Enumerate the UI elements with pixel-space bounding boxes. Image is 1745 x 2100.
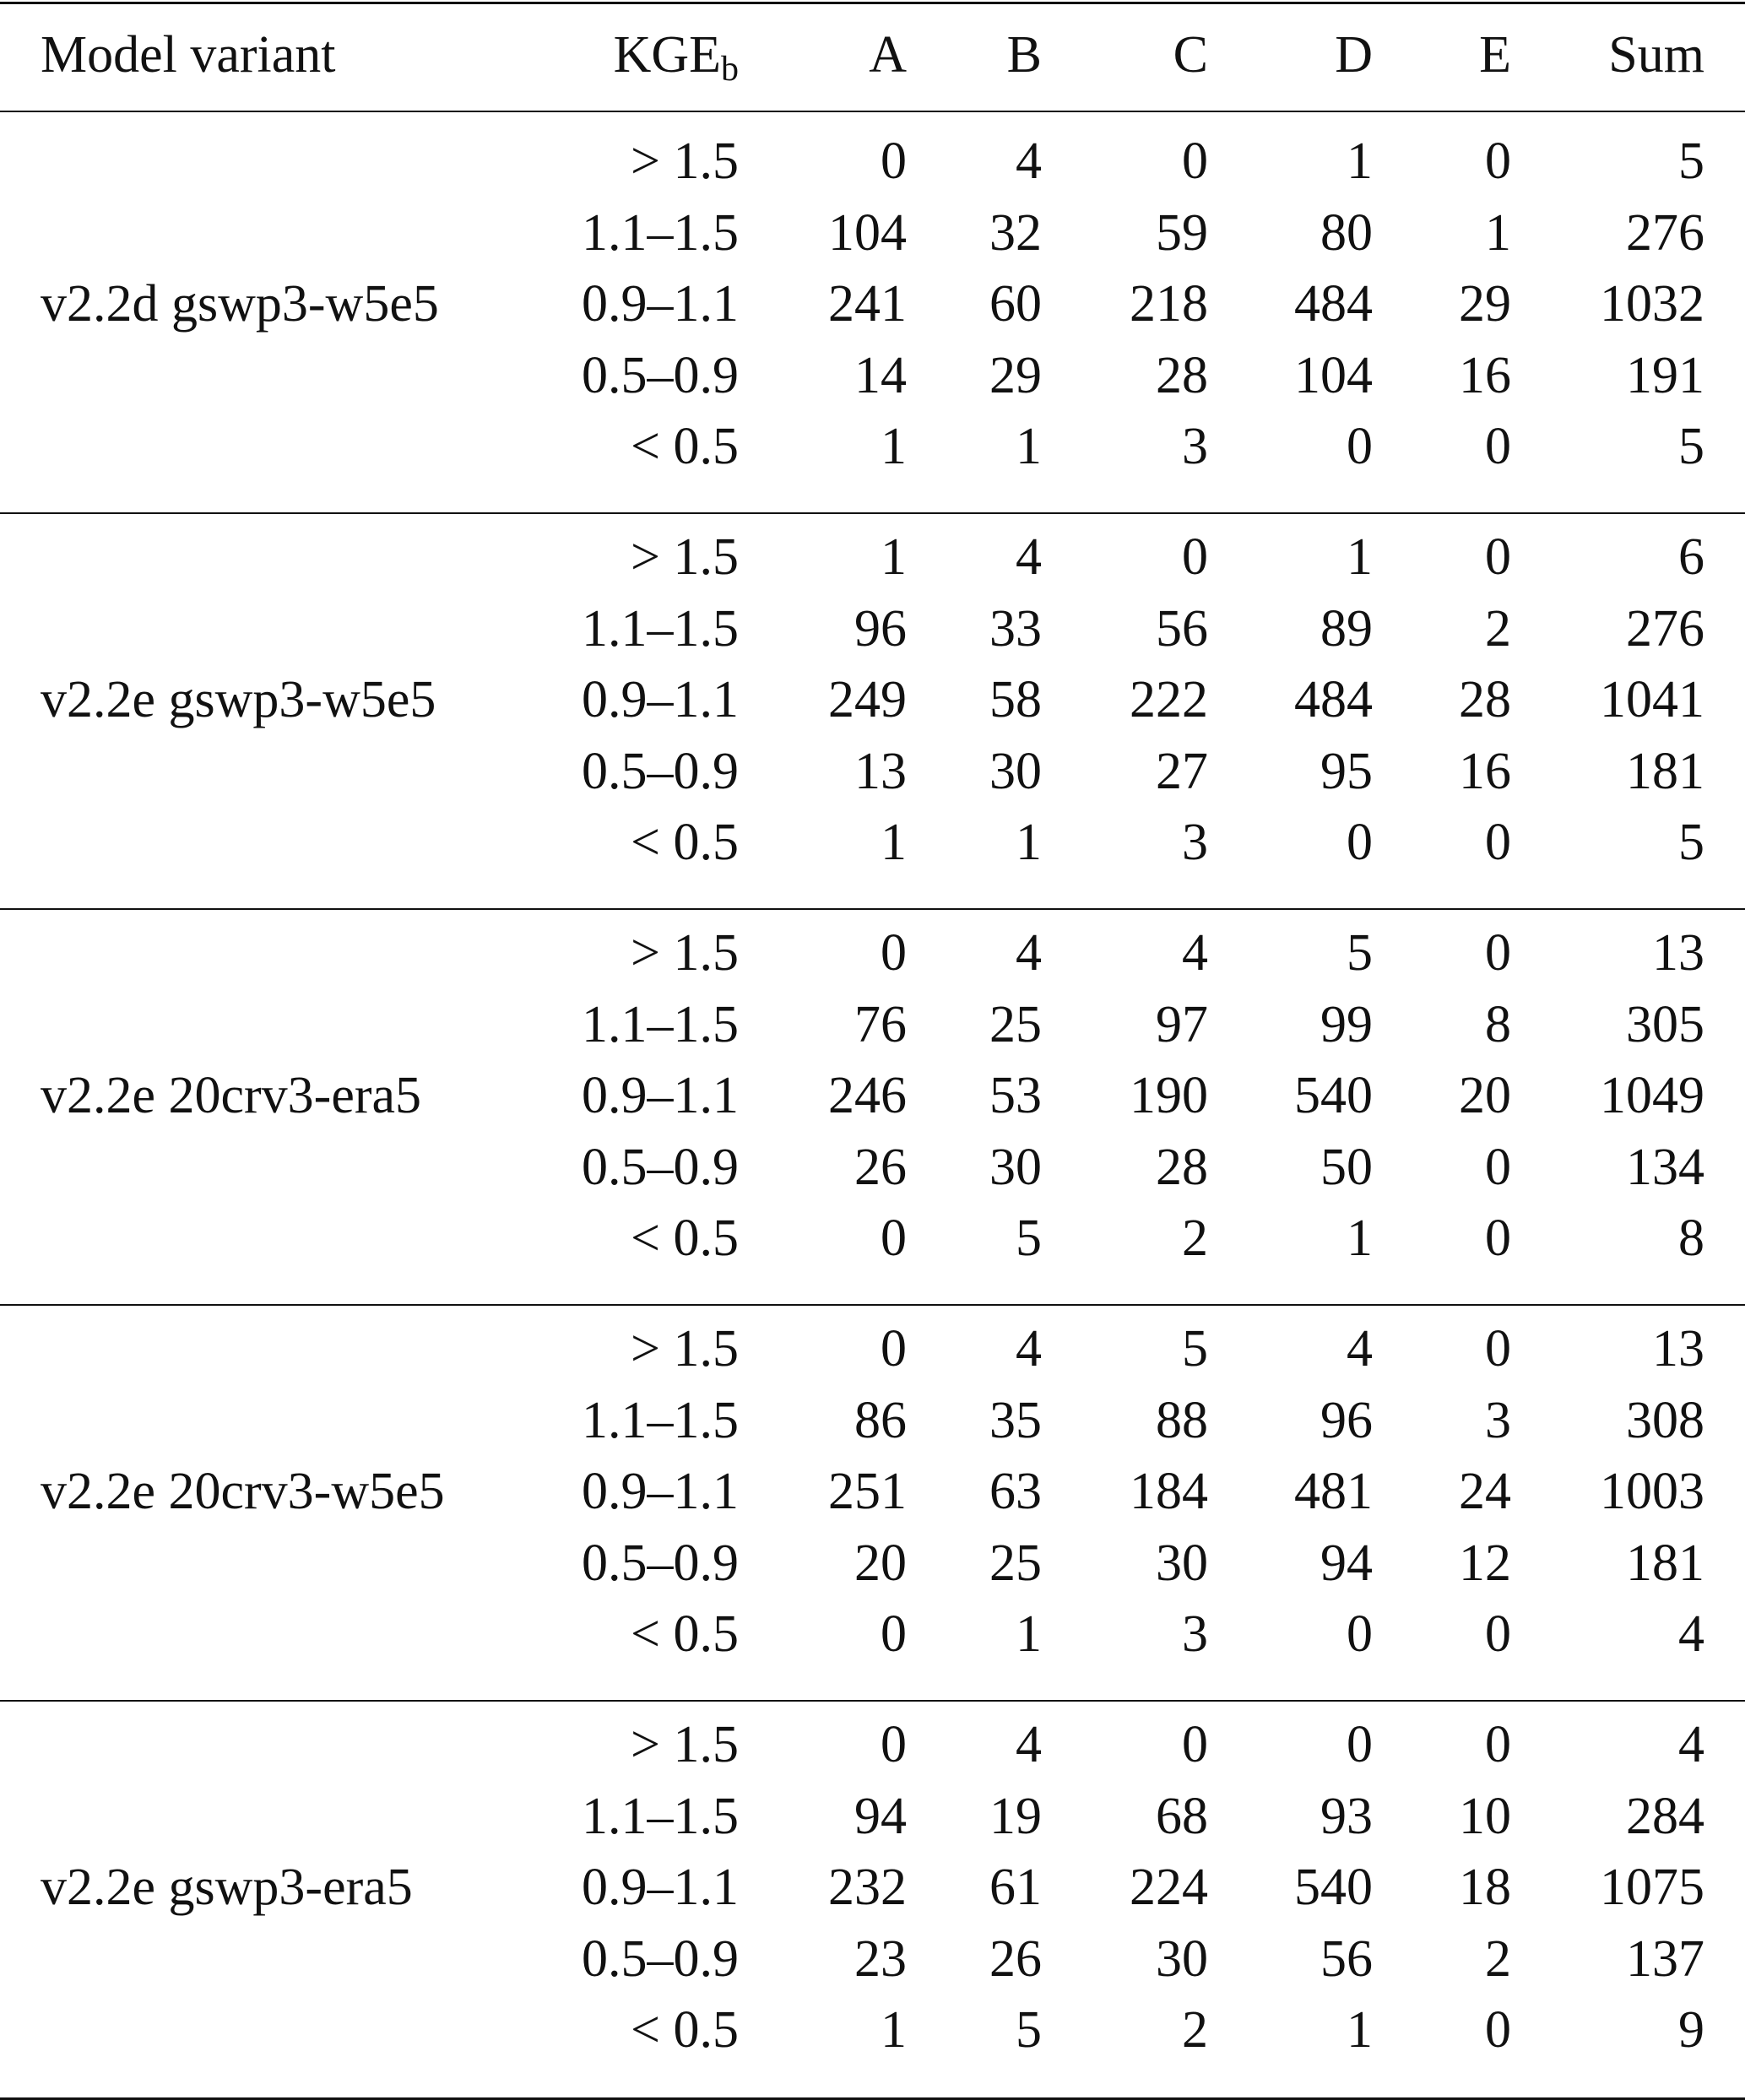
kge-range-cell: < 0.5 — [631, 1605, 739, 1663]
value-cell-sum: 134 — [1626, 1138, 1704, 1196]
value-cell-c: 0 — [1182, 1716, 1208, 1773]
kge-range-cell: < 0.5 — [631, 2001, 739, 2059]
value-cell-e: 0 — [1485, 1320, 1511, 1377]
value-cell-d: 96 — [1320, 1391, 1373, 1449]
value-cell-c: 27 — [1156, 742, 1208, 800]
value-cell-e: 2 — [1485, 599, 1511, 658]
value-cell-a: 1 — [881, 528, 907, 586]
value-cell-sum: 181 — [1626, 1534, 1704, 1592]
kge-range-cell: 1.1–1.5 — [582, 1787, 739, 1845]
value-cell-sum: 1032 — [1600, 275, 1704, 333]
value-cell-d: 1 — [1347, 528, 1373, 586]
kge-range-cell: 0.5–0.9 — [582, 742, 739, 800]
model-variant-label: v2.2e gswp3-w5e5 — [41, 671, 436, 728]
value-cell-c: 28 — [1156, 1138, 1208, 1196]
value-cell-e: 2 — [1485, 1930, 1511, 1988]
value-cell-d: 540 — [1294, 1859, 1373, 1916]
kge-range-cell: 0.5–0.9 — [582, 1930, 739, 1988]
value-cell-b: 35 — [989, 1391, 1042, 1449]
header-rule — [0, 111, 1745, 112]
value-cell-d: 50 — [1320, 1138, 1373, 1196]
header-kge-subscript: b — [721, 50, 739, 89]
header-kge — [613, 26, 739, 89]
header-col-a: A — [869, 26, 907, 84]
value-cell-d: 540 — [1294, 1067, 1373, 1124]
value-cell-d: 93 — [1320, 1787, 1373, 1845]
value-cell-d: 56 — [1320, 1930, 1373, 1988]
value-cell-e: 28 — [1459, 671, 1511, 728]
kge-range-cell: 1.1–1.5 — [582, 599, 739, 658]
value-cell-c: 68 — [1156, 1787, 1208, 1845]
value-cell-a: 104 — [828, 203, 907, 262]
value-cell-a: 0 — [881, 1320, 907, 1377]
value-cell-c: 184 — [1130, 1463, 1208, 1520]
value-cell-a: 96 — [854, 599, 907, 658]
kge-range-cell: > 1.5 — [631, 133, 739, 190]
value-cell-e: 12 — [1459, 1534, 1511, 1592]
value-cell-sum: 276 — [1626, 599, 1704, 658]
value-cell-a: 0 — [881, 1716, 907, 1773]
value-cell-b: 53 — [989, 1067, 1042, 1124]
header-col-c: C — [1173, 26, 1208, 84]
group-separator-rule — [0, 1304, 1745, 1306]
value-cell-b: 29 — [989, 346, 1042, 404]
value-cell-c: 4 — [1182, 924, 1208, 982]
value-cell-b: 25 — [989, 995, 1042, 1053]
value-cell-d: 0 — [1347, 418, 1373, 475]
group-separator-rule — [0, 908, 1745, 910]
value-cell-a: 232 — [828, 1859, 907, 1916]
value-cell-a: 0 — [881, 1210, 907, 1267]
value-cell-a: 249 — [828, 671, 907, 728]
value-cell-d: 0 — [1347, 1716, 1373, 1773]
model-variant-label: v2.2d gswp3-w5e5 — [41, 275, 439, 333]
value-cell-a: 251 — [828, 1463, 907, 1520]
value-cell-sum: 305 — [1626, 995, 1704, 1053]
value-cell-sum: 5 — [1678, 814, 1704, 871]
model-variant-label: v2.2e 20crv3-era5 — [41, 1067, 422, 1124]
value-cell-d: 89 — [1320, 599, 1373, 658]
value-cell-a: 246 — [828, 1067, 907, 1124]
value-cell-c: 3 — [1182, 418, 1208, 475]
value-cell-d: 104 — [1294, 346, 1373, 404]
value-cell-a: 241 — [828, 275, 907, 333]
value-cell-b: 58 — [989, 671, 1042, 728]
value-cell-sum: 1049 — [1600, 1067, 1704, 1124]
kge-range-cell: 1.1–1.5 — [582, 203, 739, 262]
value-cell-sum: 276 — [1626, 203, 1704, 262]
value-cell-sum: 1075 — [1600, 1859, 1704, 1916]
kge-range-cell: 0.9–1.1 — [582, 1463, 739, 1520]
value-cell-b: 4 — [1016, 1320, 1042, 1377]
top-rule — [0, 2, 1745, 4]
value-cell-b: 4 — [1016, 133, 1042, 190]
value-cell-e: 0 — [1485, 2001, 1511, 2059]
value-cell-sum: 181 — [1626, 742, 1704, 800]
value-cell-d: 99 — [1320, 995, 1373, 1053]
kge-range-cell: < 0.5 — [631, 1210, 739, 1267]
header-model-variant: Model variant — [41, 26, 336, 84]
value-cell-b: 1 — [1016, 1605, 1042, 1663]
value-cell-c: 5 — [1182, 1320, 1208, 1377]
kge-range-cell: < 0.5 — [631, 814, 739, 871]
value-cell-e: 0 — [1485, 418, 1511, 475]
value-cell-b: 32 — [989, 203, 1042, 262]
value-cell-d: 94 — [1320, 1534, 1373, 1592]
value-cell-d: 1 — [1347, 2001, 1373, 2059]
value-cell-sum: 4 — [1678, 1716, 1704, 1773]
header-col-d: D — [1335, 26, 1373, 84]
value-cell-c: 30 — [1156, 1534, 1208, 1592]
value-cell-d: 0 — [1347, 1605, 1373, 1663]
value-cell-c: 59 — [1156, 203, 1208, 262]
value-cell-e: 29 — [1459, 275, 1511, 333]
value-cell-a: 76 — [854, 995, 907, 1053]
header-kge-main: KGE — [613, 26, 721, 84]
value-cell-b: 19 — [989, 1787, 1042, 1845]
value-cell-b: 61 — [989, 1859, 1042, 1916]
model-variant-label: v2.2e 20crv3-w5e5 — [41, 1463, 445, 1520]
value-cell-b: 33 — [989, 599, 1042, 658]
bottom-rule — [0, 2097, 1745, 2100]
value-cell-d: 5 — [1347, 924, 1373, 982]
value-cell-c: 3 — [1182, 1605, 1208, 1663]
value-cell-c: 224 — [1130, 1859, 1208, 1916]
value-cell-a: 13 — [854, 742, 907, 800]
value-cell-e: 0 — [1485, 814, 1511, 871]
value-cell-e: 0 — [1485, 1605, 1511, 1663]
value-cell-c: 190 — [1130, 1067, 1208, 1124]
value-cell-c: 28 — [1156, 346, 1208, 404]
value-cell-sum: 308 — [1626, 1391, 1704, 1449]
value-cell-a: 23 — [854, 1930, 907, 1988]
value-cell-sum: 13 — [1652, 1320, 1704, 1377]
value-cell-a: 0 — [881, 1605, 907, 1663]
value-cell-sum: 1003 — [1600, 1463, 1704, 1520]
kge-range-cell: 1.1–1.5 — [582, 1391, 739, 1449]
value-cell-sum: 5 — [1678, 418, 1704, 475]
kge-range-cell: 0.5–0.9 — [582, 1138, 739, 1196]
value-cell-a: 14 — [854, 346, 907, 404]
value-cell-b: 60 — [989, 275, 1042, 333]
value-cell-e: 3 — [1485, 1391, 1511, 1449]
kge-range-cell: < 0.5 — [631, 418, 739, 475]
value-cell-d: 95 — [1320, 742, 1373, 800]
value-cell-c: 3 — [1182, 814, 1208, 871]
value-cell-c: 2 — [1182, 1210, 1208, 1267]
value-cell-sum: 4 — [1678, 1605, 1704, 1663]
kge-range-cell: 0.9–1.1 — [582, 275, 739, 333]
value-cell-c: 222 — [1130, 671, 1208, 728]
value-cell-b: 25 — [989, 1534, 1042, 1592]
value-cell-e: 0 — [1485, 528, 1511, 586]
value-cell-b: 4 — [1016, 1716, 1042, 1773]
value-cell-a: 0 — [881, 924, 907, 982]
value-cell-e: 0 — [1485, 1138, 1511, 1196]
value-cell-a: 86 — [854, 1391, 907, 1449]
value-cell-c: 30 — [1156, 1930, 1208, 1988]
value-cell-e: 16 — [1459, 742, 1511, 800]
value-cell-c: 2 — [1182, 2001, 1208, 2059]
value-cell-c: 97 — [1156, 995, 1208, 1053]
value-cell-a: 1 — [881, 814, 907, 871]
value-cell-b: 4 — [1016, 924, 1042, 982]
value-cell-sum: 9 — [1678, 2001, 1704, 2059]
header-col-sum: Sum — [1608, 26, 1704, 84]
value-cell-b: 1 — [1016, 814, 1042, 871]
value-cell-b: 1 — [1016, 418, 1042, 475]
value-cell-sum: 137 — [1626, 1930, 1704, 1988]
value-cell-c: 88 — [1156, 1391, 1208, 1449]
group-separator-rule — [0, 512, 1745, 514]
value-cell-e: 0 — [1485, 1716, 1511, 1773]
value-cell-a: 1 — [881, 418, 907, 475]
value-cell-a: 20 — [854, 1534, 907, 1592]
kge-range-cell: > 1.5 — [631, 1320, 739, 1377]
value-cell-d: 1 — [1347, 1210, 1373, 1267]
group-separator-rule — [0, 1700, 1745, 1702]
value-cell-b: 26 — [989, 1930, 1042, 1988]
value-cell-e: 20 — [1459, 1067, 1511, 1124]
value-cell-e: 0 — [1485, 924, 1511, 982]
kge-range-cell: > 1.5 — [631, 528, 739, 586]
value-cell-d: 481 — [1294, 1463, 1373, 1520]
value-cell-a: 94 — [854, 1787, 907, 1845]
kge-range-cell: 1.1–1.5 — [582, 995, 739, 1053]
value-cell-d: 1 — [1347, 133, 1373, 190]
value-cell-b: 5 — [1016, 1210, 1042, 1267]
value-cell-b: 4 — [1016, 528, 1042, 586]
value-cell-c: 0 — [1182, 133, 1208, 190]
value-cell-a: 1 — [881, 2001, 907, 2059]
value-cell-sum: 8 — [1678, 1210, 1704, 1267]
value-cell-b: 30 — [989, 1138, 1042, 1196]
model-variant-label: v2.2e gswp3-era5 — [41, 1859, 413, 1916]
value-cell-d: 4 — [1347, 1320, 1373, 1377]
kge-range-cell: > 1.5 — [631, 924, 739, 982]
kge-range-cell: 0.9–1.1 — [582, 671, 739, 728]
value-cell-sum: 6 — [1678, 528, 1704, 586]
value-cell-e: 10 — [1459, 1787, 1511, 1845]
value-cell-d: 484 — [1294, 671, 1373, 728]
value-cell-d: 0 — [1347, 814, 1373, 871]
kge-range-cell: 0.9–1.1 — [582, 1859, 739, 1916]
value-cell-c: 0 — [1182, 528, 1208, 586]
value-cell-b: 5 — [1016, 2001, 1042, 2059]
value-cell-b: 63 — [989, 1463, 1042, 1520]
value-cell-a: 26 — [854, 1138, 907, 1196]
header-col-e: E — [1479, 26, 1511, 84]
value-cell-c: 218 — [1130, 275, 1208, 333]
value-cell-e: 8 — [1485, 995, 1511, 1053]
kge-range-cell: 0.5–0.9 — [582, 346, 739, 404]
value-cell-d: 484 — [1294, 275, 1373, 333]
value-cell-e: 16 — [1459, 346, 1511, 404]
value-cell-sum: 284 — [1626, 1787, 1704, 1845]
value-cell-sum: 1041 — [1600, 671, 1704, 728]
value-cell-sum: 5 — [1678, 133, 1704, 190]
header-col-b: B — [1006, 26, 1042, 84]
value-cell-sum: 191 — [1626, 346, 1704, 404]
value-cell-d: 80 — [1320, 203, 1373, 262]
value-cell-e: 24 — [1459, 1463, 1511, 1520]
value-cell-e: 1 — [1485, 203, 1511, 262]
kge-range-cell: > 1.5 — [631, 1716, 739, 1773]
value-cell-a: 0 — [881, 133, 907, 190]
value-cell-e: 0 — [1485, 1210, 1511, 1267]
kge-range-cell: 0.5–0.9 — [582, 1534, 739, 1592]
value-cell-b: 30 — [989, 742, 1042, 800]
value-cell-e: 18 — [1459, 1859, 1511, 1916]
value-cell-c: 56 — [1156, 599, 1208, 658]
value-cell-sum: 13 — [1652, 924, 1704, 982]
value-cell-e: 0 — [1485, 133, 1511, 190]
kge-range-cell: 0.9–1.1 — [582, 1067, 739, 1124]
